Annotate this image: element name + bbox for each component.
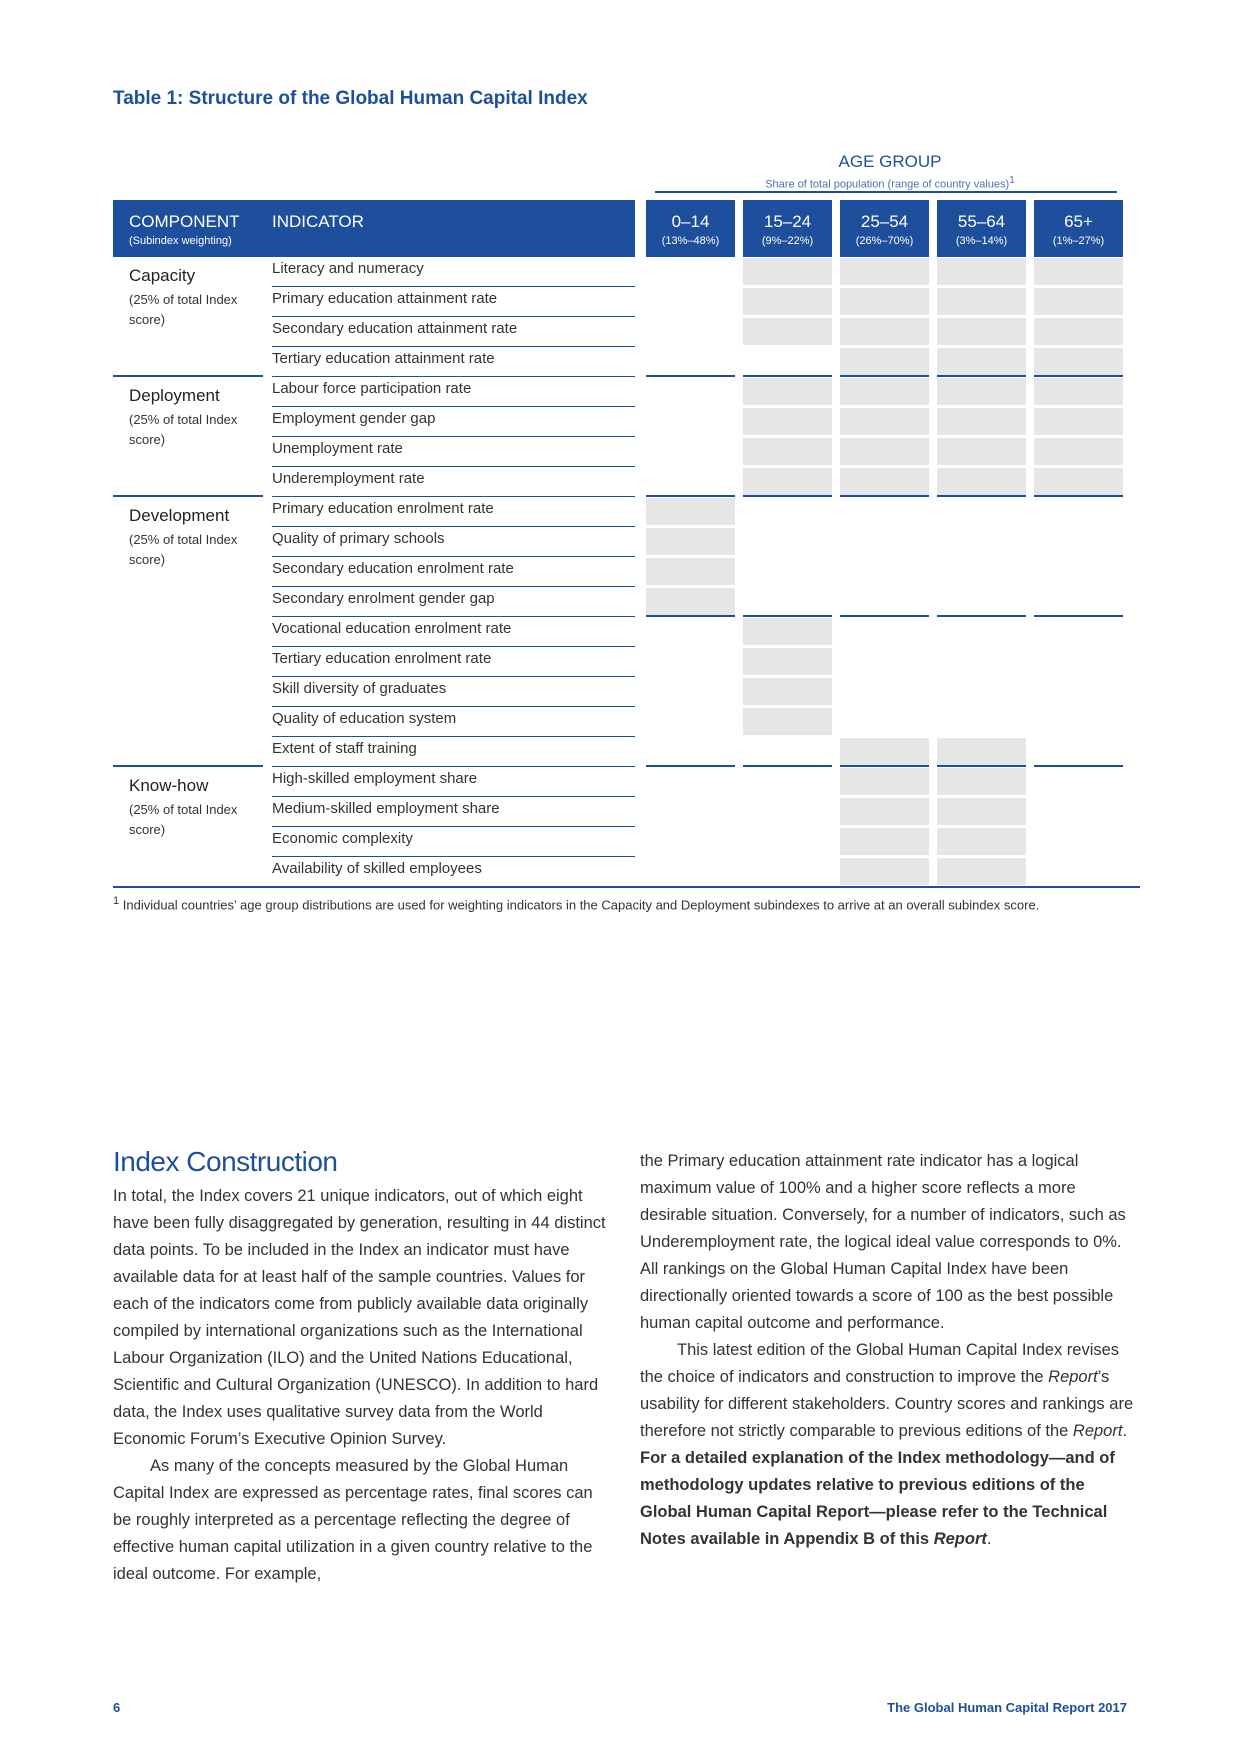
age-applicable-cell (743, 618, 832, 645)
age-group-divider (1034, 495, 1123, 497)
age-applicable-cell (1034, 438, 1123, 465)
body-column-right (640, 1148, 1134, 1553)
age-applicable-cell (937, 768, 1026, 795)
age-group-divider (840, 375, 929, 377)
age-column-header (743, 200, 832, 257)
age-group-divider (646, 765, 735, 767)
report-italic: Report (1072, 1422, 1123, 1440)
age-applicable-cell (840, 258, 929, 285)
component-weight: (25% of total Index score) (129, 802, 238, 837)
age-column-label: 15–24 (763, 212, 812, 231)
age-group-divider (937, 375, 1026, 377)
indicator-name: Employment gender gap (272, 410, 436, 427)
age-applicable-cell (743, 288, 832, 315)
age-applicable-cell (840, 288, 929, 315)
paragraph: As many of the concepts measured by the Global Human Capital Index are expressed as percentage rates, final scores can be roughly interpreted as a percentage reflecting the degree of effective human capital utilization in a given country relative to the ideal outcome. For example, (113, 1457, 593, 1583)
indicator-name: Extent of staff training (272, 740, 417, 757)
age-applicable-cell (937, 738, 1026, 765)
indicator-name: Vocational education enrolment rate (272, 620, 512, 637)
age-column-label: 55–64 (957, 212, 1006, 231)
age-applicable-cell (937, 318, 1026, 345)
text-run: . (1122, 1422, 1128, 1440)
age-applicable-cell (937, 438, 1026, 465)
footnote-mark: 1 (113, 895, 120, 907)
age-group-rule (655, 191, 1117, 193)
indicator-name: Skill diversity of graduates (272, 680, 447, 697)
age-group-divider (743, 375, 832, 377)
indicator-name: Primary education enrolment rate (272, 500, 494, 517)
age-column-header (646, 200, 735, 257)
age-group-divider (937, 765, 1026, 767)
paragraph: the Primary education attainment rate indicator has a logical maximum value of 100% and a higher score reflects a more desirable situation. Conversely, for a number of indicators, such as Underemployment rate, the logical ideal value corresponds to 0%. All rankings on the Global Human Capital Index have been directionally oriented towards a score of 100 as the best possible human capital outcome and performance. (640, 1152, 1126, 1332)
age-applicable-cell (937, 408, 1026, 435)
indicator-name: Tertiary education enrolment rate (272, 650, 492, 667)
component-divider (113, 375, 263, 377)
age-applicable-cell (743, 438, 832, 465)
indicator-name: Economic complexity (272, 830, 413, 847)
age-applicable-cell (646, 528, 735, 555)
indicator-name: Underemployment rate (272, 470, 425, 487)
indicator-name: Medium-skilled employment share (272, 800, 500, 817)
indicator-name: Availability of skilled employees (272, 860, 482, 877)
component-weight: (25% of total Index score) (129, 292, 238, 327)
indicator-name: High-skilled employment share (272, 770, 478, 787)
age-applicable-cell (840, 828, 929, 855)
age-applicable-cell (646, 588, 735, 615)
age-column-label: 65+ (1064, 212, 1093, 231)
table-header (113, 200, 635, 257)
text-run: ’s usability for different stakeholders. Country scores and rankings are therefore not strictly comparable to previous editions of the (640, 1368, 1134, 1440)
age-group-divider (646, 495, 735, 497)
age-group-divider (1034, 615, 1123, 617)
age-applicable-cell (840, 408, 929, 435)
age-column-range: (13%–48%) (661, 235, 720, 247)
age-column-header (1034, 200, 1123, 257)
age-column-range: (1%–27%) (1052, 235, 1105, 247)
age-column-range: (9%–22%) (761, 235, 814, 247)
age-applicable-cell (937, 858, 1026, 885)
section-title: Index Construction (113, 1146, 338, 1177)
indicator-name: Tertiary education attainment rate (272, 350, 495, 367)
age-applicable-cell (937, 378, 1026, 405)
age-group-divider (646, 615, 735, 617)
age-applicable-cell (840, 768, 929, 795)
paragraph (640, 1337, 1134, 1553)
age-applicable-cell (937, 348, 1026, 375)
age-applicable-cell (1034, 318, 1123, 345)
age-applicable-cell (646, 558, 735, 585)
age-applicable-cell (937, 468, 1026, 495)
age-applicable-cell (1034, 378, 1123, 405)
age-column-header (840, 200, 929, 257)
indicator-name: Secondary education enrolment rate (272, 560, 514, 577)
age-applicable-cell (937, 828, 1026, 855)
age-applicable-cell (937, 288, 1026, 315)
age-group-divider (937, 615, 1026, 617)
age-group-title: AGE GROUP (838, 152, 942, 171)
report-name: The Global Human Capital Report 2017 (887, 1700, 1127, 1715)
component-divider (113, 765, 263, 767)
component-weight: (25% of total Index score) (129, 412, 238, 447)
component-name: Development (129, 506, 230, 525)
table-title: Table 1: Structure of the Global Human Capital Index (113, 88, 588, 109)
body-column-left (113, 1183, 610, 1588)
indicator-name: Quality of education system (272, 710, 457, 727)
age-applicable-cell (840, 858, 929, 885)
indicator-name: Literacy and numeracy (272, 260, 424, 277)
age-applicable-cell (743, 318, 832, 345)
age-column-range: (3%–14%) (955, 235, 1008, 247)
indicator-name: Secondary education attainment rate (272, 320, 518, 337)
age-column-label: 0–14 (671, 212, 710, 231)
bold-text-run (934, 1530, 987, 1548)
age-applicable-cell (937, 258, 1026, 285)
text-run: This latest edition of the Global Human Capital Index revises the choice of indicators and construction to improve the (640, 1341, 1120, 1386)
age-applicable-cell (743, 468, 832, 495)
age-applicable-cell (840, 738, 929, 765)
age-applicable-cell (840, 438, 929, 465)
component-name: Capacity (129, 266, 196, 285)
text-run: . (986, 1530, 992, 1548)
age-applicable-cell (743, 708, 832, 735)
age-group-divider (840, 495, 929, 497)
page-number: 6 (113, 1700, 121, 1715)
age-group-divider (937, 495, 1026, 497)
age-group-divider (743, 495, 832, 497)
age-applicable-cell (937, 798, 1026, 825)
report-italic: Report (1048, 1368, 1098, 1386)
indicator-header: INDICATOR (272, 212, 364, 231)
age-column-label: 25–54 (860, 212, 909, 231)
age-applicable-cell (840, 348, 929, 375)
age-applicable-cell (743, 378, 832, 405)
report-italic: Report (933, 1530, 987, 1548)
component-header-sub: (Subindex weighting) (129, 235, 232, 247)
age-group-divider (743, 765, 832, 767)
age-group-divider (840, 765, 929, 767)
age-group-divider (1034, 375, 1123, 377)
table-bottom-rule (113, 886, 1140, 888)
age-applicable-cell (743, 678, 832, 705)
age-group-divider (646, 375, 735, 377)
age-applicable-cell (1034, 408, 1123, 435)
indicator-name: Labour force participation rate (272, 380, 472, 397)
bold-text-run: For a detailed explanation of the Index methodology—and of methodology updates relative to previous editions of the Global Human Capital Report—please refer to the Technical Notes available in Appendix B of this (640, 1449, 1115, 1548)
age-applicable-cell (743, 648, 832, 675)
age-group-subtitle (655, 175, 1125, 191)
component-name: Know-how (129, 776, 209, 795)
indicator-name: Primary education attainment rate (272, 290, 498, 307)
age-applicable-cell (1034, 468, 1123, 495)
age-group-divider (743, 615, 832, 617)
age-column-range: (26%–70%) (855, 235, 914, 247)
age-applicable-cell (743, 258, 832, 285)
footnote-text: Individual countries’ age group distributions are used for weighting indicators in the Capacity and Deployment subindexes to arrive at an overall subindex score. (122, 897, 1040, 913)
age-applicable-cell (840, 378, 929, 405)
age-applicable-cell (743, 408, 832, 435)
age-group-footnote-mark: 1 (1009, 175, 1015, 186)
age-column-header (937, 200, 1026, 257)
age-group-divider (1034, 765, 1123, 767)
paragraph: In total, the Index covers 21 unique indicators, out of which eight have been fully disaggregated by generation, resulting in 44 distinct data points. To be included in the Index an indicator must have available data for at least half of the sample countries. Values for each of the indicators come from publicly available data originally compiled by international organizations such as the International Labour Organization (ILO) and the United Nations Educational, Scientific and Cultural Organization (UNESCO). In addition to hard data, the Index uses qualitative survey data from the World Economic Forum’s Executive Opinion Survey. (113, 1187, 606, 1448)
component-name: Deployment (129, 386, 220, 405)
age-applicable-cell (840, 318, 929, 345)
age-group-subtitle-text: Share of total population (range of country values) (765, 178, 1010, 191)
component-divider (113, 495, 263, 497)
age-applicable-cell (646, 498, 735, 525)
indicator-name: Unemployment rate (272, 440, 403, 457)
component-weight: (25% of total Index score) (129, 532, 238, 567)
age-applicable-cell (1034, 288, 1123, 315)
age-applicable-cell (1034, 258, 1123, 285)
age-group-divider (840, 615, 929, 617)
component-header: COMPONENT (129, 212, 240, 231)
age-applicable-cell (840, 468, 929, 495)
indicator-name: Quality of primary schools (272, 530, 445, 547)
table-footnote (113, 895, 1039, 912)
age-applicable-cell (840, 798, 929, 825)
indicator-name: Secondary enrolment gender gap (272, 590, 495, 607)
age-applicable-cell (1034, 348, 1123, 375)
